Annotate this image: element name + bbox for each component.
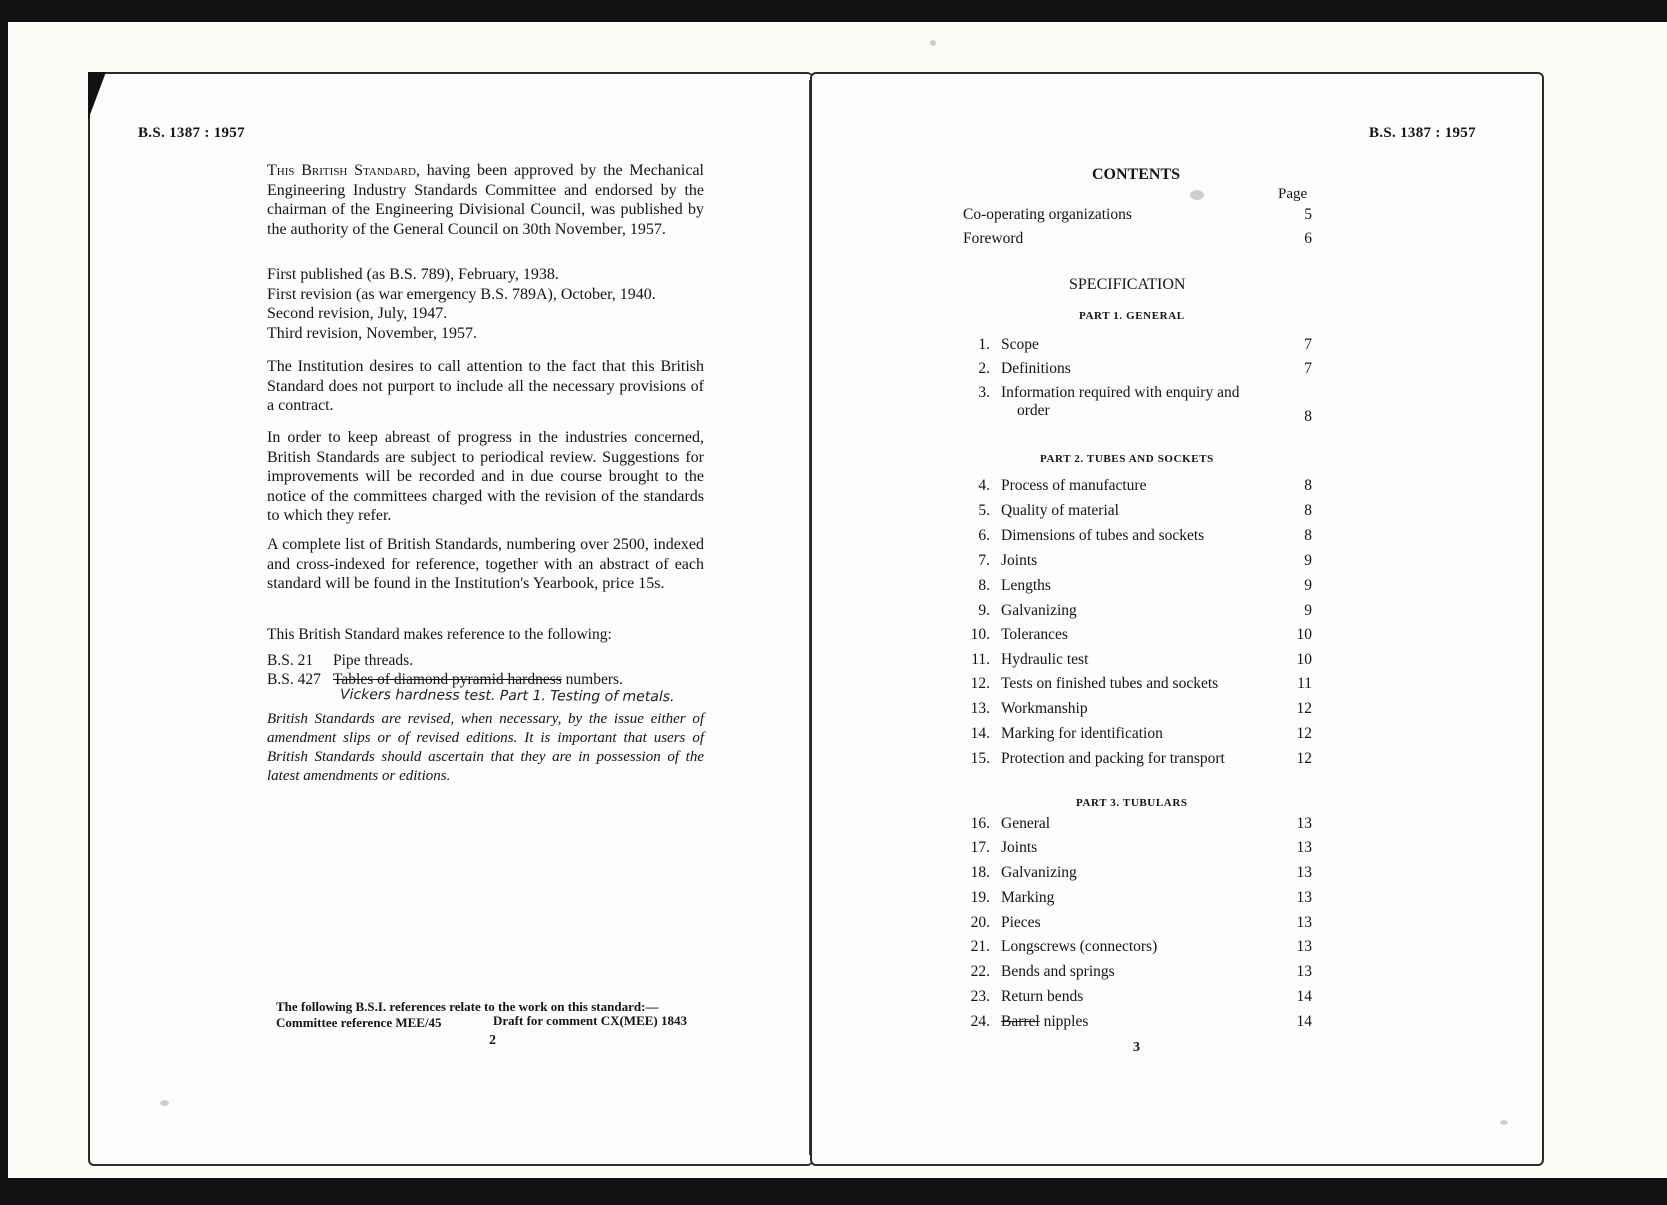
label-text: nipples: [1039, 1013, 1089, 1030]
part-heading: PART 1. GENERAL: [1079, 310, 1185, 322]
toc-entry-page: 12: [1296, 750, 1312, 767]
label-text: Return bends: [1001, 988, 1084, 1005]
right-page-header: B.S. 1387 : 1957: [1369, 125, 1476, 141]
approval-paragraph: [267, 161, 704, 239]
left-page-number: 2: [489, 1033, 496, 1048]
toc-entry-label: [1001, 360, 1071, 378]
specification-title: SPECIFICATION: [1069, 276, 1186, 293]
scan-speck: [1500, 1120, 1508, 1125]
toc-entry-page: 14: [1296, 988, 1312, 1005]
toc-entry-label: [1001, 914, 1041, 932]
toc-entry-page: 10: [1296, 651, 1312, 668]
toc-entry-label: [1001, 502, 1119, 520]
scan-speck: [930, 40, 936, 46]
toc-page: 5: [1304, 206, 1312, 223]
toc-entry-number: 23.: [970, 988, 990, 1005]
left-page-header: B.S. 1387 : 1957: [138, 125, 245, 141]
toc-entry-label: [1001, 839, 1037, 857]
toc-front-cooperating: [963, 206, 1132, 224]
toc-entry-number: 10.: [970, 626, 990, 643]
draft-reference: Draft for comment CX(MEE) 1843: [493, 1013, 687, 1028]
toc-entry-label: [1001, 477, 1146, 495]
history-line: First published (as B.S. 789), February, 1938.: [267, 266, 559, 283]
toc-page: 6: [1304, 230, 1312, 247]
toc-entry-page: 14: [1296, 1013, 1312, 1030]
label-text: Dimensions of tubes and sockets: [1001, 527, 1205, 544]
toc-entry-label: [1001, 1013, 1088, 1031]
label-text: Marking: [1001, 889, 1055, 906]
approval-lead: This British Standard,: [267, 162, 420, 179]
struck-label-text: Barrel: [1001, 1013, 1040, 1030]
reference-code: B.S. 427: [267, 671, 321, 688]
toc-entry-label: [1001, 938, 1157, 956]
label-text: Lengths: [1001, 577, 1051, 594]
label-text: Scope: [1001, 336, 1039, 353]
label-text: Bends and springs: [1001, 963, 1115, 980]
label-text: Process of manufacture: [1001, 477, 1147, 494]
toc-entry-page: 9: [1304, 552, 1312, 569]
toc-entry-page: 8: [1304, 477, 1312, 494]
reference-bs21: [267, 651, 413, 670]
label-text: Tests on finished tubes and sockets: [1001, 675, 1219, 692]
toc-entry-number: 5.: [978, 502, 990, 519]
toc-entry-label: [1001, 725, 1163, 743]
toc-entry-number: 18.: [970, 864, 990, 881]
toc-entry-number: 20.: [970, 914, 990, 931]
contract-paragraph: The Institution desires to call attention to the fact that this British Standard does not purport to include all the necessary provisions of a contract.: [267, 358, 704, 414]
toc-entry-label: [1001, 602, 1077, 620]
bsi-footnote-line1: The following B.S.I. references relate to the work on this standard:—: [276, 999, 659, 1014]
toc-entry-number: 8.: [978, 577, 990, 594]
toc-entry-label: [1001, 384, 1239, 420]
toc-entry-number: 6.: [978, 527, 990, 544]
toc-entry-number: 4.: [978, 477, 990, 494]
yearbook-paragraph: A complete list of British Standards, numbering over 2500, indexed and cross-indexed for reference, together with an abstract of each standard will be found in the Institution's Yearbook, price 15s.: [267, 536, 704, 592]
label-text: Pieces: [1001, 914, 1041, 931]
toc-entry-number: 16.: [970, 815, 990, 832]
toc-entry-page: 9: [1304, 602, 1312, 619]
struck-reference-title: Tables of diamond pyramid hardness: [333, 671, 562, 688]
toc-entry-page: 13: [1296, 914, 1312, 931]
toc-entry-number: 15.: [970, 750, 990, 767]
left-page-dark-corner: [88, 72, 106, 120]
toc-entry-page: 13: [1296, 963, 1312, 980]
toc-entry-page: 11: [1297, 675, 1312, 692]
references-intro: This British Standard makes reference to the following:: [267, 626, 612, 643]
toc-entry-page: 13: [1296, 938, 1312, 955]
toc-entry-label: [1001, 815, 1050, 833]
label-text: Galvanizing: [1001, 602, 1077, 619]
toc-entry-number: 3.: [978, 384, 990, 401]
toc-entry-label: [1001, 864, 1077, 882]
reference-code: B.S. 21: [267, 652, 314, 669]
label-text: Workmanship: [1001, 700, 1088, 717]
label-text: Information required with enquiry and: [1001, 384, 1240, 401]
label-text: Hydraulic test: [1001, 651, 1089, 668]
toc-entry-label: [1001, 527, 1204, 545]
toc-entry-page: 10: [1296, 626, 1312, 643]
toc-entry-page: 8: [1304, 527, 1312, 544]
history-line: Third revision, November, 1957.: [267, 324, 477, 342]
toc-front-foreword: [963, 230, 1023, 248]
toc-entry-number: 22.: [970, 963, 990, 980]
label-text: Marking for identification: [1001, 725, 1163, 742]
toc-entry-label: [1001, 963, 1115, 981]
label-text: Joints: [1001, 552, 1038, 569]
toc-entry-number: 12.: [970, 675, 990, 692]
toc-entry-label: [1001, 750, 1225, 768]
toc-entry-page: 12: [1296, 725, 1312, 742]
toc-entry-number: 11.: [971, 651, 990, 668]
toc-entry-label: [1001, 675, 1218, 693]
page-column-label: Page: [1278, 186, 1308, 202]
toc-entry-number: 19.: [970, 889, 990, 906]
part-heading: PART 3. TUBULARS: [1076, 797, 1188, 809]
review-paragraph: In order to keep abreast of progress in the industries concerned, British Standards are subject to periodical review. Suggestions for improvements will be recorded and in due course brought to the notice of the committees charged with the revision of the standards to which they refer.: [267, 429, 704, 524]
toc-entry-number: 1.: [978, 336, 990, 353]
right-page-number: 3: [1133, 1040, 1140, 1055]
toc-entry-page: 7: [1304, 336, 1312, 353]
reference-title: Pipe threads.: [333, 652, 414, 669]
toc-entry-page: 13: [1296, 815, 1312, 832]
toc-entry-label: [1001, 651, 1088, 669]
right-page: [810, 72, 1544, 1166]
toc-entry-page: 13: [1296, 864, 1312, 881]
label-text: Tolerances: [1001, 626, 1068, 643]
toc-entry-page: 13: [1296, 889, 1312, 906]
toc-entry-label: [1001, 889, 1054, 907]
approval-text: having been approved by the Mechanical Engineering Industry Standards Committee and endorsed by the chairman of the Engineering Divisional Council, was published by the authority of the General Council on 30th November, 1957.: [267, 162, 704, 238]
toc-entry-page: 12: [1296, 700, 1312, 717]
scan-bottom-border: [0, 1178, 1667, 1205]
toc-label: Co-operating organizations: [963, 206, 1132, 223]
toc-entry-page: 13: [1296, 839, 1312, 856]
scan-speck: [160, 1100, 169, 1106]
toc-entry-page: 7: [1304, 360, 1312, 377]
toc-entry-page: 8: [1304, 408, 1312, 425]
label-text: Quality of material: [1001, 502, 1119, 519]
committee-reference: Committee reference MEE/45: [276, 1015, 442, 1030]
label-text: Joints: [1001, 839, 1038, 856]
scan-left-border: [0, 0, 8, 1205]
toc-entry-label: [1001, 552, 1037, 570]
toc-entry-label: [1001, 626, 1068, 644]
toc-entry-number: 14.: [970, 725, 990, 742]
toc-entry-label: [1001, 336, 1039, 354]
label-text: Protection and packing for transport: [1001, 750, 1225, 767]
label-text: Galvanizing: [1001, 864, 1077, 881]
toc-entry-page: 9: [1304, 577, 1312, 594]
label-text: Definitions: [1001, 360, 1071, 377]
toc-entry-label: [1001, 700, 1088, 718]
history-line: Second revision, July, 1947.: [267, 305, 448, 322]
toc-label: Foreword: [963, 230, 1024, 247]
reference-bs427: [267, 670, 623, 689]
reference-title-tail: numbers.: [561, 671, 623, 688]
toc-entry-number: 13.: [970, 700, 990, 717]
toc-entry-number: 9.: [978, 602, 990, 619]
handwritten-annotation: Vickers hardness test. Part 1. Testing of metals.: [339, 686, 675, 706]
toc-entry-label: [1001, 988, 1083, 1006]
contents-title: CONTENTS: [1092, 166, 1181, 183]
toc-entry-number: 2.: [978, 360, 990, 377]
toc-entry-label: [1001, 577, 1051, 595]
toc-entry-number: 7.: [978, 552, 990, 569]
toc-entry-number: 24.: [970, 1013, 990, 1030]
toc-entry-number: 21.: [970, 938, 990, 955]
label-text: Longscrews (connectors): [1001, 938, 1158, 955]
scan-speck: [1190, 190, 1204, 200]
scan-top-border: [0, 0, 1667, 22]
toc-entry-page: 8: [1304, 502, 1312, 519]
publication-history: [267, 265, 717, 343]
amendments-note: British Standards are revised, when necessary, by the issue either of amendment slips or of revised editions. It is important that users of British Standards should ascertain that they are in possession of the latest amendments or editions.: [267, 711, 704, 784]
label-continuation: order: [1017, 402, 1050, 419]
toc-entry-number: 17.: [970, 839, 990, 856]
label-text: General: [1001, 815, 1051, 832]
part-heading: PART 2. TUBES AND SOCKETS: [1040, 453, 1214, 465]
history-line: First revision (as war emergency B.S. 789A), October, 1940.: [267, 285, 656, 303]
